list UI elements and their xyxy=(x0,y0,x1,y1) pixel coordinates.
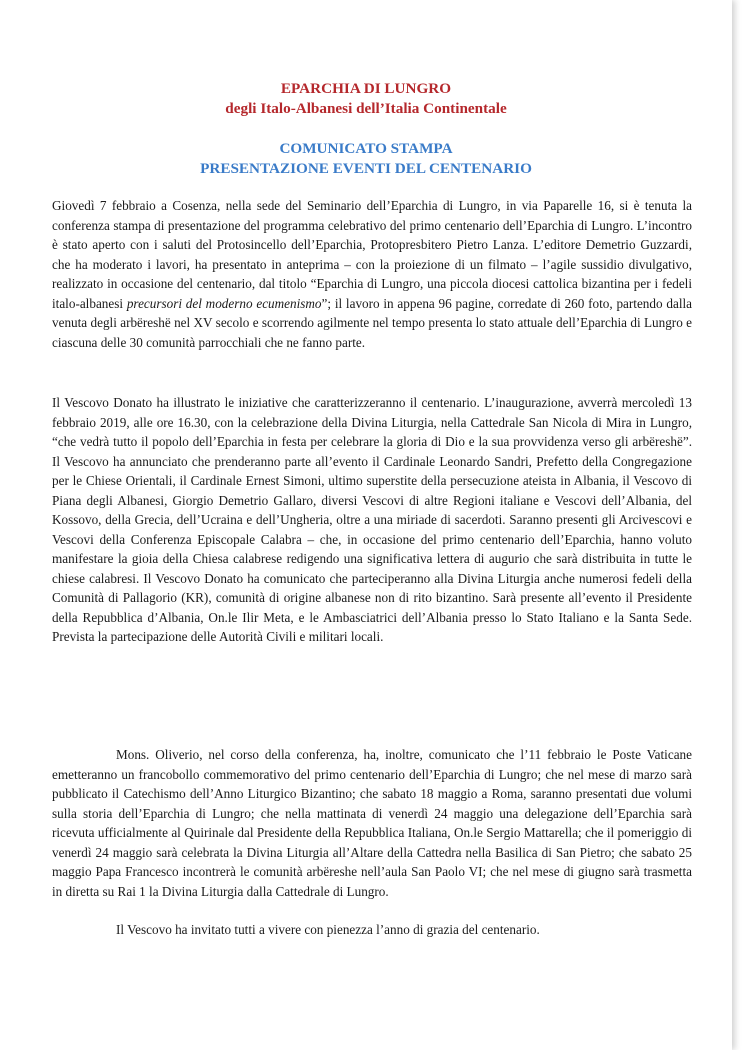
doc-title: PRESENTAZIONE EVENTI DEL CENTENARIO xyxy=(200,160,532,177)
paragraph-4: Il Vescovo ha invitato tutti a vivere con pienezza l’anno di grazia del centenario. xyxy=(116,922,540,937)
doc-type: COMUNICATO STAMPA xyxy=(279,140,453,157)
paragraph-1 xyxy=(52,196,692,352)
paragraph-1-text-a: Giovedì 7 febbraio a Cosenza, nella sede del Seminario dell’Eparchia di Lungro, in via Paparelle 16, si è tenuta la conferenza stampa di presentazione del programma celebrativo del primo centenario dell’Eparchia di Lungro. L’incontro è stato aperto con i saluti del Protosincello dell’Eparchia, Protopresbitero Pietro Lanza. L’editore Demetrio Guzzardi, che ha moderato i lavori, ha presentato in anteprima – con la proiezione di un filmato – l’agile sussidio divulgativo, realizzato in occasione del centenario, dal titolo “Eparchia di Lungro, una piccola diocesi cattolica bizantina per i fedeli italo-albanesi xyxy=(52,198,692,311)
org-subtitle: degli Italo-Albanesi dell’Italia Continentale xyxy=(225,100,507,117)
document-heading xyxy=(0,139,732,179)
paragraph-2: Il Vescovo Donato ha illustrato le iniziative che caratterizzeranno il centenario. L’inaugurazione, avverrà mercoledì 13 febbraio 2019, alle ore 16.30, con la celebrazione della Divina Liturgia, nella Cattedrale San Nicola di Mira in Lungro, “che vedrà tutto il popolo dell’Eparchia in festa per celebrare la gloria di Dio e la sua provvidenza verso gli arbëreshë”. Il Vescovo ha annunciato che prenderanno parte all’evento il Cardinale Leonardo Sandri, Prefetto della Congregazione per le Chiese Orientali, il Cardinale Ernest Simoni, ultimo superstite della persecuzione ateista in Albania, il Vescovo di Piana degli Albanesi, Giorgio Demetrio Gallaro, diversi Vescovi di altre Regioni italiane e Vescovi dell’Albania, del Kossovo, della Grecia, dell’Ucraina e dell’Ungheria, oltre a una miriade di sacerdoti. Saranno presenti gli Arcivescovi e Vescovi della Conferenza Episcopale Calabra – che, in occasione del primo centenario dell’Eparchia, hanno voluto manifestare la gioia della Chiesa calabrese redigendo una significativa lettera di augurio che sarà distribuita in tutte le chiese calabresi. Il Vescovo Donato ha comunicato che parteciperanno alla Divina Liturgia anche numerosi fedeli della Comunità di Pallagorio (KR), comunità di origine albanese non di rito bizantino. Sarà presente all’evento il Presidente della Repubblica d’Albania, On.le Ilir Meta, e le Ambasciatrici dell’Albania presso lo Stato Italiano e la Santa Sede. Prevista la partecipazione delle Autorità Civili e militari locali. xyxy=(52,395,692,644)
organization-heading xyxy=(0,79,732,119)
paragraph-3: Mons. Oliverio, nel corso della conferenza, ha, inoltre, comunicato che l’11 febbraio le Poste Vaticane emetteranno un francobollo commemorativo del primo centenario dell’Eparchia di Lungro; che nel mese di marzo sarà pubblicato il Catechismo dell’Anno Liturgico Bizantino; che sabato 18 maggio a Roma, saranno presentati due volumi sulla storia dell’Eparchia di Lungro; che nella mattinata di venerdì 24 maggio una delegazione dell’Eparchia sarà ricevuta ufficialmente al Quirinale dal Presidente della Repubblica Italiana, On.le Sergio Mattarella; che il pomeriggio di venerdì 24 maggio sarà celebrata la Divina Liturgia all’Altare della Cattedra nella Basilica di San Pietro; che sabato 25 maggio Papa Francesco incontrerà le comunità arbëreshe nell’aula San Paolo VI; che nel mese di giugno sarà trasmetta in diretta su Rai 1 la Divina Liturgia dalla Cattedrale di Lungro. xyxy=(52,747,692,899)
paragraph-1-emphasis: precursori del moderno ecumenismo xyxy=(126,295,322,311)
org-name: EPARCHIA DI LUNGRO xyxy=(280,80,452,97)
paragraph-1-text-b: ”; il lavoro in appena 96 pagine, corredate di 260 foto, partendo dalla venuta degli arbëreshë nel XV secolo e scorrendo agilmente nel tempo presenta lo stato attuale dell’Eparchia di Lungro e ciascuna delle 30 comunità parrocchiali che ne fanno parte. xyxy=(52,295,692,350)
